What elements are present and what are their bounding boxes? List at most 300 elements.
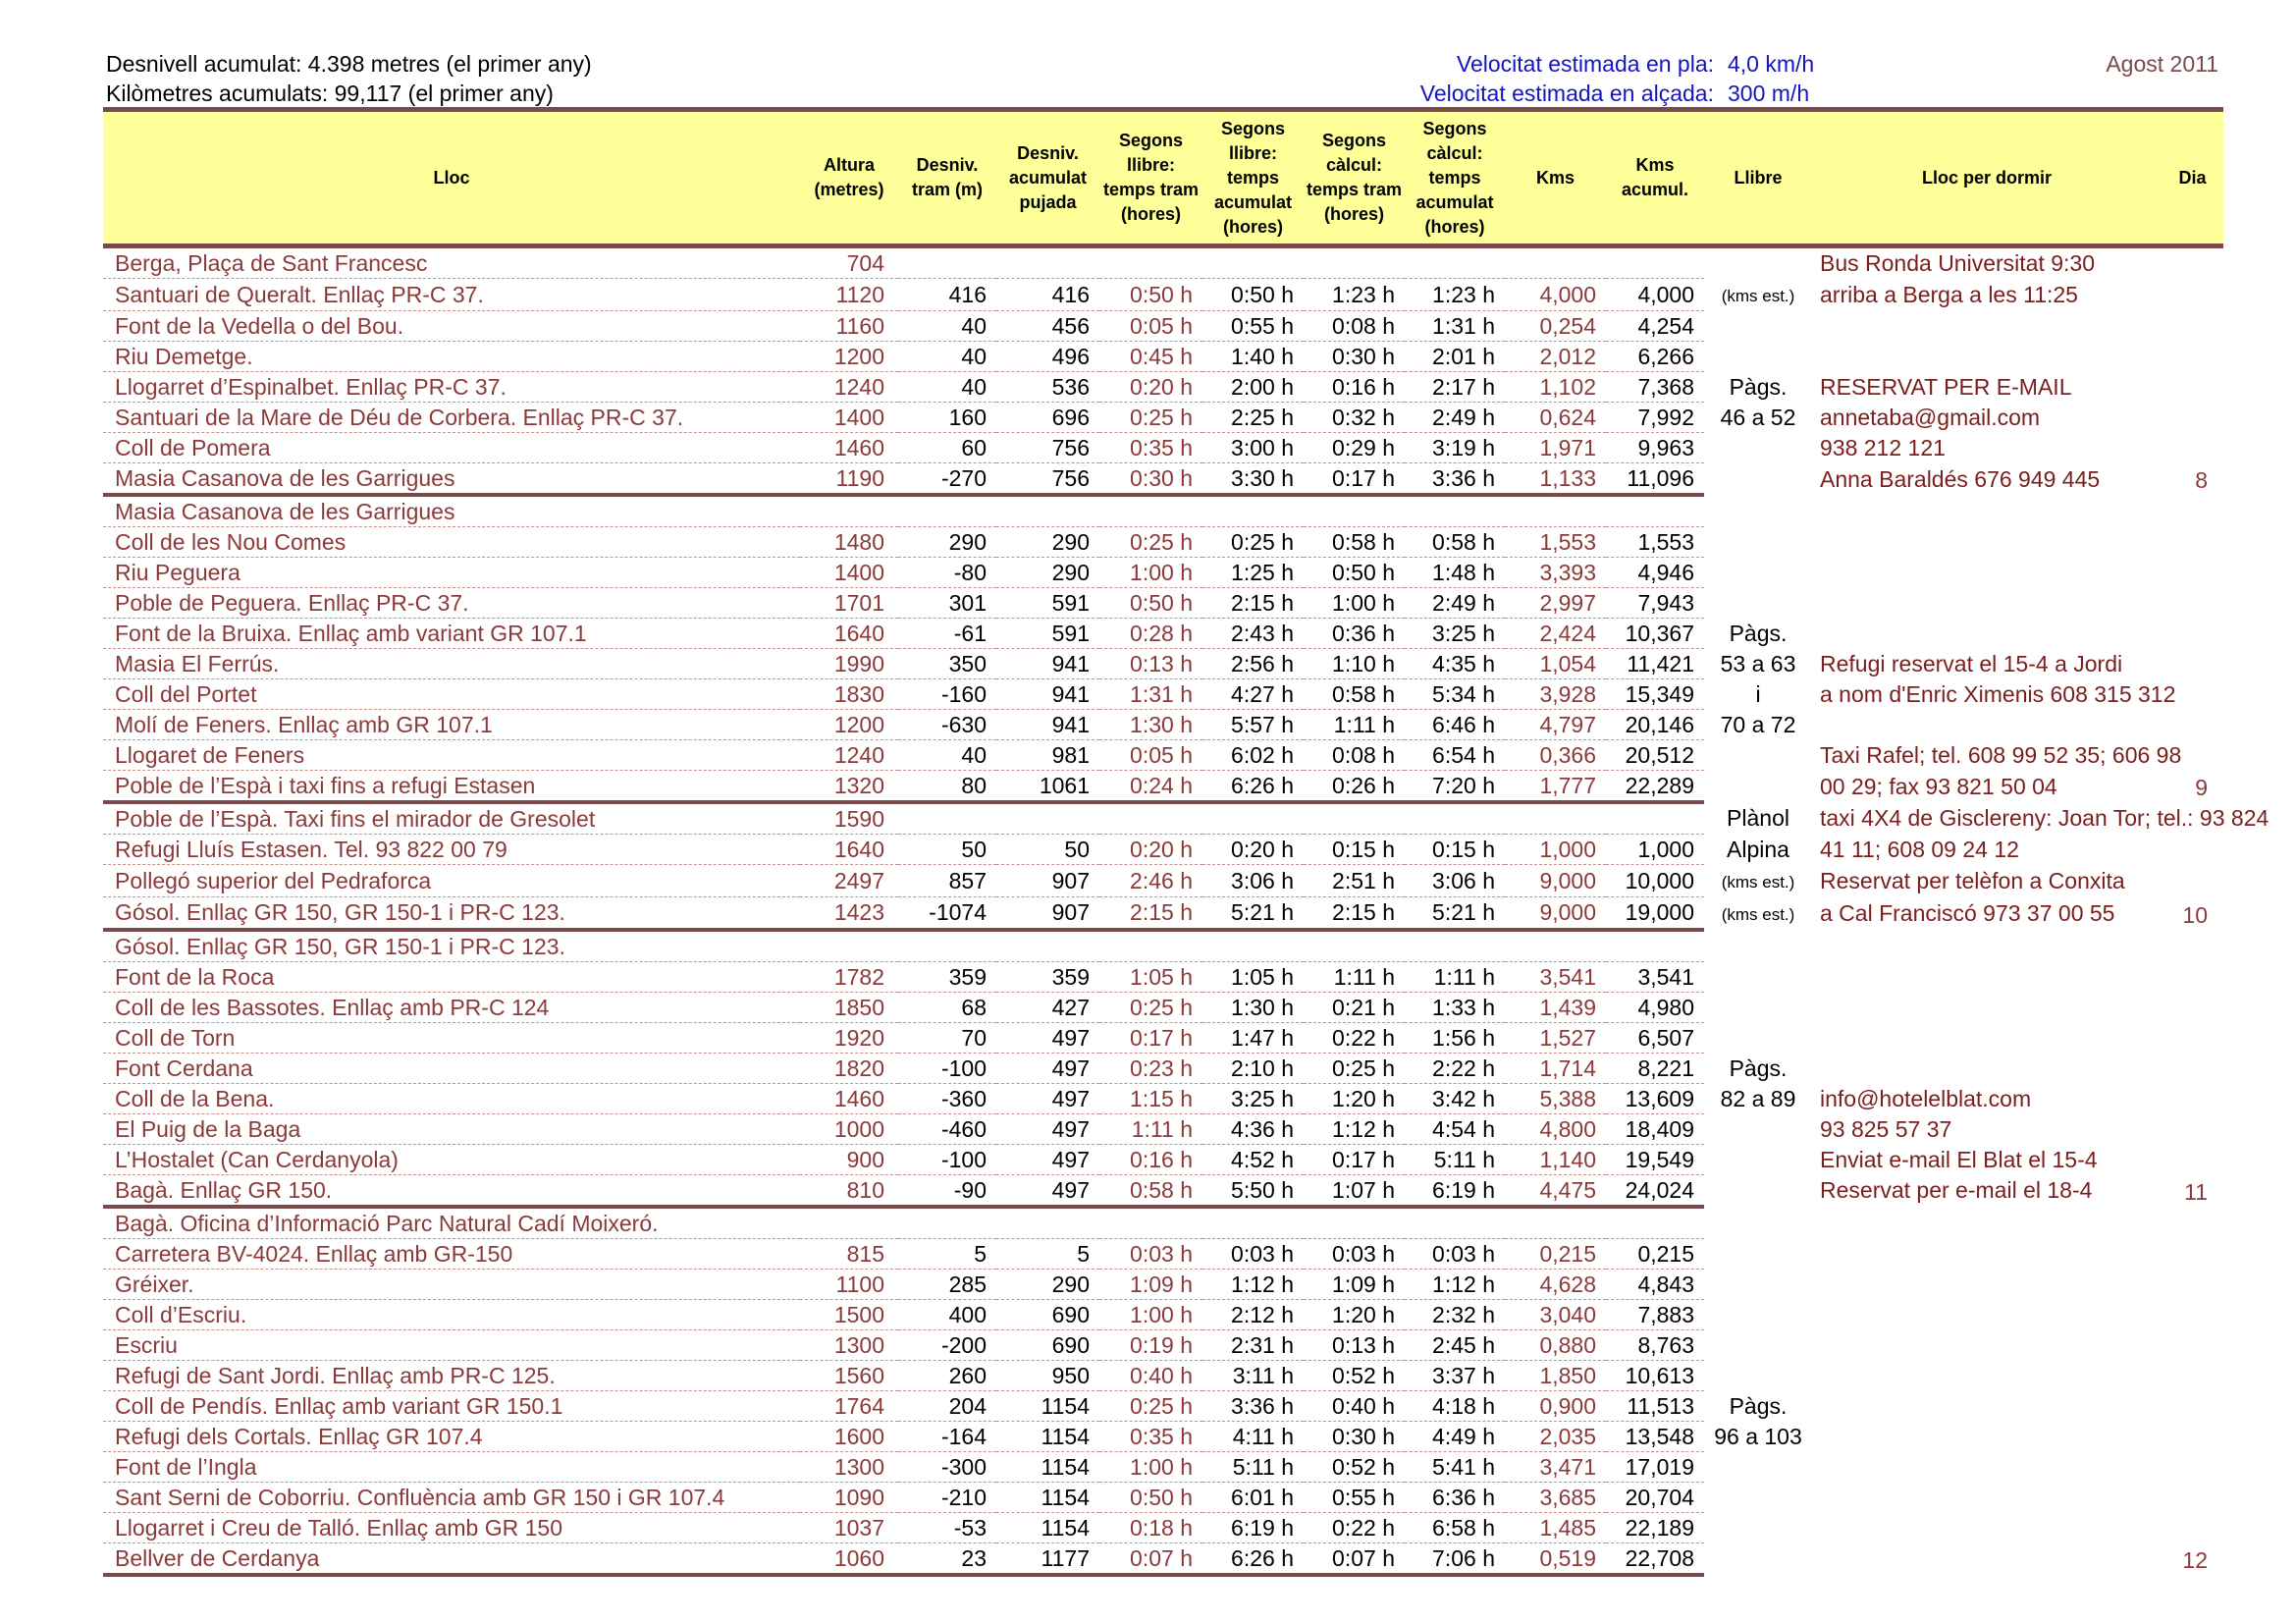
table-row xyxy=(103,311,2223,342)
table-row xyxy=(103,897,2223,930)
cell-kms-acum: 17,019 xyxy=(1606,1451,1704,1482)
cell-desniv-acum: 690 xyxy=(996,1299,1099,1329)
cell-calcul-tram: 1:07 h xyxy=(1304,1174,1405,1207)
cell-dia xyxy=(2162,246,2223,279)
cell-dormir xyxy=(1812,710,2162,740)
cell-kms: 1,102 xyxy=(1505,372,1606,403)
cell-lloc: Molí de Feners. Enllaç amb GR 107.1 xyxy=(103,710,800,740)
cell-calcul-tram: 1:10 h xyxy=(1304,649,1405,679)
cell-llibre xyxy=(1704,1512,1812,1542)
cell-desniv-acum xyxy=(996,495,1099,527)
cell-dormir xyxy=(1812,619,2162,649)
cell-kms-acum: 18,409 xyxy=(1606,1113,1704,1144)
cell-lloc: Bagà. Enllaç GR 150. xyxy=(103,1174,800,1207)
cell-calcul-acum xyxy=(1405,1207,1505,1239)
cell-llibre-acum: 2:31 h xyxy=(1202,1329,1304,1360)
cell-lloc: Poble de l’Espà i taxi fins a refugi Estasen xyxy=(103,771,800,803)
cell-llibre-acum: 6:02 h xyxy=(1202,740,1304,771)
cell-llibre: Pàgs. xyxy=(1729,1392,1788,1419)
cell-dormir: Bus Ronda Universitat 9:30 xyxy=(1820,250,2095,277)
cell-llibre-acum: 1:40 h xyxy=(1202,342,1304,372)
table-row xyxy=(103,279,2223,311)
cell-calcul-acum: 1:33 h xyxy=(1405,992,1505,1022)
cell-llibre-tram: 0:50 h xyxy=(1099,588,1202,619)
cell-kms: 1,133 xyxy=(1505,463,1606,496)
cell-lloc: Gósol. Enllaç GR 150, GR 150-1 i PR-C 123. xyxy=(103,930,800,962)
cell-desniv-acum: 1154 xyxy=(996,1390,1099,1421)
cell-lloc: El Puig de la Baga xyxy=(103,1113,800,1144)
cell-altura: 815 xyxy=(800,1238,898,1269)
table-row xyxy=(103,992,2223,1022)
cell-desniv-tram: -630 xyxy=(898,710,996,740)
cell-dormir xyxy=(1812,1238,2162,1269)
cell-llibre-tram: 0:40 h xyxy=(1099,1360,1202,1390)
cell-kms-acum: 1,000 xyxy=(1606,835,1704,865)
cell-kms-acum: 3,541 xyxy=(1606,961,1704,992)
cell-llibre-tram: 0:25 h xyxy=(1099,1390,1202,1421)
cell-dormir xyxy=(1812,1329,2162,1360)
col-header-lloc: Lloc xyxy=(103,110,800,246)
cell-llibre-tram: 1:31 h xyxy=(1099,679,1202,710)
cell-llibre-acum: 3:30 h xyxy=(1202,463,1304,496)
cell-altura: 1300 xyxy=(800,1451,898,1482)
cell-desniv-tram: 68 xyxy=(898,992,996,1022)
cell-dormir: Reservat per telèfon a Conxita xyxy=(1820,868,2125,893)
cell-llibre-acum: 4:27 h xyxy=(1202,679,1304,710)
cell-llibre xyxy=(1704,740,1812,771)
cell-dia xyxy=(2162,1299,2223,1329)
cell-llibre-tram: 0:24 h xyxy=(1099,771,1202,803)
cell-lloc: Masia Casanova de les Garrigues xyxy=(103,495,800,527)
cell-desniv-tram: -200 xyxy=(898,1329,996,1360)
cell-desniv-tram xyxy=(898,495,996,527)
cell-kms-acum xyxy=(1606,930,1704,962)
cell-llibre-tram: 0:25 h xyxy=(1099,527,1202,558)
cell-kms: 3,541 xyxy=(1505,961,1606,992)
cell-llibre xyxy=(1704,588,1812,619)
cell-dia xyxy=(2162,1207,2223,1239)
cell-llibre-tram: 0:07 h xyxy=(1099,1542,1202,1575)
cell-lloc: Coll de les Bassotes. Enllaç amb PR-C 124 xyxy=(103,992,800,1022)
cell-desniv-acum: 497 xyxy=(996,1174,1099,1207)
cell-dia xyxy=(2162,1512,2223,1542)
cell-calcul-tram: 1:11 h xyxy=(1304,961,1405,992)
cell-dia xyxy=(2162,279,2223,311)
cell-lloc: Carretera BV-4024. Enllaç amb GR-150 xyxy=(103,1238,800,1269)
cell-desniv-acum: 536 xyxy=(996,372,1099,403)
cell-desniv-tram: 260 xyxy=(898,1360,996,1390)
total-elevation-text: Desnivell acumulat: 4.398 metres (el primer any) xyxy=(106,51,592,77)
cell-altura: 1190 xyxy=(800,463,898,496)
cell-lloc: Refugi Lluís Estasen. Tel. 93 822 00 79 xyxy=(103,835,800,865)
cell-llibre-tram: 1:30 h xyxy=(1099,710,1202,740)
cell-dormir: Taxi Rafel; tel. 608 99 52 35; 606 98 xyxy=(1820,742,2182,768)
cell-kms-acum: 4,980 xyxy=(1606,992,1704,1022)
cell-llibre-tram: 1:05 h xyxy=(1099,961,1202,992)
cell-lloc: Riu Peguera xyxy=(103,558,800,588)
table-row xyxy=(103,1207,2223,1239)
cell-llibre-acum xyxy=(1202,495,1304,527)
summary-header xyxy=(106,49,592,108)
cell-kms: 1,527 xyxy=(1505,1022,1606,1053)
cell-dia xyxy=(2162,495,2223,527)
cell-kms-acum: 22,289 xyxy=(1606,771,1704,803)
cell-desniv-acum: 5 xyxy=(996,1238,1099,1269)
cell-llibre-tram: 0:50 h xyxy=(1099,279,1202,311)
cell-kms-acum: 7,943 xyxy=(1606,588,1704,619)
cell-dia xyxy=(2162,1144,2223,1174)
cell-altura xyxy=(800,495,898,527)
cell-calcul-tram xyxy=(1304,802,1405,835)
cell-llibre xyxy=(1704,1482,1812,1512)
cell-llibre-acum: 2:25 h xyxy=(1202,403,1304,433)
cell-dia: 8 xyxy=(2195,467,2208,493)
cell-calcul-acum xyxy=(1405,930,1505,962)
cell-lloc: L’Hostalet (Can Cerdanyola) xyxy=(103,1144,800,1174)
cell-calcul-acum: 3:36 h xyxy=(1405,463,1505,496)
cell-kms-acum: 20,146 xyxy=(1606,710,1704,740)
cell-lloc: Refugi dels Cortals. Enllaç GR 107.4 xyxy=(103,1421,800,1451)
cell-dormir: 00 29; fax 93 821 50 04 xyxy=(1820,773,2057,799)
cell-dia xyxy=(2162,992,2223,1022)
cell-kms: 1,485 xyxy=(1505,1512,1606,1542)
table-row xyxy=(103,865,2223,897)
cell-desniv-acum: 496 xyxy=(996,342,1099,372)
cell-desniv-tram xyxy=(898,1207,996,1239)
cell-llibre-acum: 1:12 h xyxy=(1202,1269,1304,1299)
cell-lloc: Font de l’Ingla xyxy=(103,1451,800,1482)
cell-dia xyxy=(2162,1022,2223,1053)
cell-kms xyxy=(1505,1207,1606,1239)
cell-calcul-tram: 0:40 h xyxy=(1304,1390,1405,1421)
cell-calcul-acum: 3:25 h xyxy=(1405,619,1505,649)
cell-desniv-tram: 350 xyxy=(898,649,996,679)
cell-kms-acum xyxy=(1606,1207,1704,1239)
cell-desniv-tram: 301 xyxy=(898,588,996,619)
cell-kms: 0,215 xyxy=(1505,1238,1606,1269)
cell-kms: 3,040 xyxy=(1505,1299,1606,1329)
cell-kms: 1,054 xyxy=(1505,649,1606,679)
cell-kms-acum: 22,708 xyxy=(1606,1542,1704,1575)
cell-calcul-tram: 2:51 h xyxy=(1304,865,1405,897)
cell-desniv-tram: -1074 xyxy=(898,897,996,930)
cell-kms-acum: 4,843 xyxy=(1606,1269,1704,1299)
cell-altura: 1500 xyxy=(800,1299,898,1329)
cell-lloc: Poble de Peguera. Enllaç PR-C 37. xyxy=(103,588,800,619)
cell-desniv-tram: -61 xyxy=(898,619,996,649)
cell-kms-acum: 7,992 xyxy=(1606,403,1704,433)
cell-kms: 1,140 xyxy=(1505,1144,1606,1174)
cell-kms-acum: 10,367 xyxy=(1606,619,1704,649)
cell-calcul-acum: 2:45 h xyxy=(1405,1329,1505,1360)
cell-llibre-tram: 0:30 h xyxy=(1099,463,1202,496)
cell-desniv-acum: 497 xyxy=(996,1144,1099,1174)
total-km-text: Kilòmetres acumulats: 99,117 (el primer any) xyxy=(106,81,554,106)
cell-calcul-tram: 0:50 h xyxy=(1304,558,1405,588)
cell-lloc: Coll de Pendís. Enllaç amb variant GR 150.1 xyxy=(103,1390,800,1421)
cell-llibre-tram: 1:00 h xyxy=(1099,1299,1202,1329)
cell-calcul-tram: 0:32 h xyxy=(1304,403,1405,433)
table-row xyxy=(103,802,2223,835)
cell-kms: 2,035 xyxy=(1505,1421,1606,1451)
cell-calcul-acum: 1:12 h xyxy=(1405,1269,1505,1299)
route-body xyxy=(103,246,2269,1575)
cell-llibre: i xyxy=(1755,681,1761,707)
cell-calcul-tram: 1:09 h xyxy=(1304,1269,1405,1299)
cell-llibre-acum: 1:05 h xyxy=(1202,961,1304,992)
cell-llibre xyxy=(1704,311,1812,342)
cell-kms-acum xyxy=(1606,246,1704,279)
cell-desniv-tram: -100 xyxy=(898,1144,996,1174)
col-header-kms-acum: Kms acumul. xyxy=(1606,110,1704,246)
cell-lloc: Riu Demetge. xyxy=(103,342,800,372)
cell-lloc: Font de la Vedella o del Bou. xyxy=(103,311,800,342)
cell-llibre xyxy=(1704,1269,1812,1299)
col-header-calcul-acum: Segons càlcul: temps acumulat (hores) xyxy=(1405,110,1505,246)
cell-calcul-acum: 6:54 h xyxy=(1405,740,1505,771)
cell-llibre-tram xyxy=(1099,246,1202,279)
cell-altura: 1460 xyxy=(800,1083,898,1113)
cell-llibre-tram: 0:25 h xyxy=(1099,403,1202,433)
cell-calcul-tram: 0:17 h xyxy=(1304,1144,1405,1174)
cell-llibre: 53 a 63 xyxy=(1720,651,1796,676)
cell-llibre-tram xyxy=(1099,1207,1202,1239)
cell-altura: 1320 xyxy=(800,771,898,803)
table-row xyxy=(103,1083,2223,1113)
cell-altura: 810 xyxy=(800,1174,898,1207)
cell-altura xyxy=(800,930,898,962)
cell-kms-acum: 8,763 xyxy=(1606,1329,1704,1360)
cell-lloc: Coll de Pomera xyxy=(103,433,800,463)
cell-dormir: a Cal Franciscó 973 37 00 55 xyxy=(1820,900,2115,926)
cell-calcul-acum: 0:58 h xyxy=(1405,527,1505,558)
cell-dia xyxy=(2162,1083,2223,1113)
cell-llibre-acum: 6:19 h xyxy=(1202,1512,1304,1542)
cell-llibre xyxy=(1704,1299,1812,1329)
cell-desniv-acum: 950 xyxy=(996,1360,1099,1390)
cell-llibre-tram: 0:13 h xyxy=(1099,649,1202,679)
cell-dormir xyxy=(1812,1512,2162,1542)
cell-kms: 0,624 xyxy=(1505,403,1606,433)
cell-calcul-acum: 2:49 h xyxy=(1405,588,1505,619)
cell-kms xyxy=(1505,802,1606,835)
cell-dormir xyxy=(1812,311,2162,342)
cell-llibre-tram: 0:35 h xyxy=(1099,1421,1202,1451)
cell-desniv-acum: 427 xyxy=(996,992,1099,1022)
cell-dia: 10 xyxy=(2182,901,2208,928)
cell-calcul-tram: 1:23 h xyxy=(1304,279,1405,311)
cell-desniv-tram: -100 xyxy=(898,1053,996,1083)
cell-kms-acum: 24,024 xyxy=(1606,1174,1704,1207)
cell-llibre-acum: 2:56 h xyxy=(1202,649,1304,679)
cell-calcul-tram: 0:26 h xyxy=(1304,771,1405,803)
cell-desniv-tram: 160 xyxy=(898,403,996,433)
cell-calcul-acum: 6:46 h xyxy=(1405,710,1505,740)
cell-dormir: annetaba@gmail.com xyxy=(1820,405,2041,430)
cell-dia xyxy=(2162,1329,2223,1360)
table-row xyxy=(103,1299,2223,1329)
cell-lloc: Llogarret i Creu de Talló. Enllaç amb GR 150 xyxy=(103,1512,800,1542)
cell-kms: 0,900 xyxy=(1505,1390,1606,1421)
cell-calcul-tram: 0:17 h xyxy=(1304,463,1405,496)
col-header-altura: Altura (metres) xyxy=(800,110,898,246)
cell-llibre: (kms est.) xyxy=(1721,904,1795,924)
cell-dormir: taxi 4X4 de Gisclereny: Joan Tor; tel.: 93 824 xyxy=(1820,805,2269,832)
cell-calcul-acum: 2:01 h xyxy=(1405,342,1505,372)
cell-llibre: 82 a 89 xyxy=(1720,1085,1796,1111)
speed-climb-label: Velocitat estimada en alçada: xyxy=(1419,81,1714,106)
table-row xyxy=(103,527,2223,558)
cell-dormir xyxy=(1812,961,2162,992)
cell-calcul-tram: 0:58 h xyxy=(1304,679,1405,710)
col-header-dia: Dia xyxy=(2162,110,2223,246)
cell-calcul-tram: 0:25 h xyxy=(1304,1053,1405,1083)
table-row xyxy=(103,463,2223,496)
cell-dormir xyxy=(1812,1269,2162,1299)
cell-desniv-acum: 1061 xyxy=(996,771,1099,803)
table-row xyxy=(103,1421,2223,1451)
cell-llibre xyxy=(1704,1329,1812,1360)
cell-llibre-acum xyxy=(1202,1207,1304,1239)
cell-llibre-tram: 0:17 h xyxy=(1099,1022,1202,1053)
cell-kms: 3,471 xyxy=(1505,1451,1606,1482)
cell-calcul-tram: 0:08 h xyxy=(1304,311,1405,342)
cell-desniv-acum: 591 xyxy=(996,619,1099,649)
cell-desniv-acum: 1177 xyxy=(996,1542,1099,1575)
cell-dia xyxy=(2162,1238,2223,1269)
cell-kms: 2,012 xyxy=(1505,342,1606,372)
cell-desniv-tram: 400 xyxy=(898,1299,996,1329)
cell-calcul-acum: 3:06 h xyxy=(1405,865,1505,897)
cell-llibre xyxy=(1704,1360,1812,1390)
route-table xyxy=(103,107,2269,1577)
cell-kms-acum: 22,189 xyxy=(1606,1512,1704,1542)
table-row xyxy=(103,1482,2223,1512)
cell-dia xyxy=(2162,865,2223,897)
cell-altura: 1090 xyxy=(800,1482,898,1512)
cell-llibre-tram: 0:18 h xyxy=(1099,1512,1202,1542)
cell-llibre-tram: 1:15 h xyxy=(1099,1083,1202,1113)
cell-llibre-tram: 1:11 h xyxy=(1099,1113,1202,1144)
cell-altura: 1160 xyxy=(800,311,898,342)
cell-kms-acum: 13,548 xyxy=(1606,1421,1704,1451)
cell-desniv-acum: 50 xyxy=(996,835,1099,865)
cell-dia xyxy=(2162,1482,2223,1512)
cell-dormir xyxy=(1812,558,2162,588)
cell-dormir xyxy=(1812,1360,2162,1390)
cell-dia: 11 xyxy=(2184,1178,2208,1205)
cell-desniv-acum: 756 xyxy=(996,463,1099,496)
cell-dormir xyxy=(1812,1207,2162,1239)
cell-altura: 1200 xyxy=(800,710,898,740)
cell-altura: 1060 xyxy=(800,1542,898,1575)
cell-dormir: Reservat per e-mail el 18-4 xyxy=(1820,1177,2093,1204)
cell-desniv-tram: 60 xyxy=(898,433,996,463)
cell-calcul-tram: 1:20 h xyxy=(1304,1083,1405,1113)
cell-dormir: arriba a Berga a les 11:25 xyxy=(1820,282,2078,307)
cell-lloc: Refugi de Sant Jordi. Enllaç amb PR-C 125. xyxy=(103,1360,800,1390)
table-row xyxy=(103,1269,2223,1299)
cell-desniv-tram: -460 xyxy=(898,1113,996,1144)
table-header-row xyxy=(103,110,2223,246)
cell-lloc: Escriu xyxy=(103,1329,800,1360)
cell-dormir: Enviat e-mail El Blat el 15-4 xyxy=(1820,1146,2098,1172)
cell-kms: 3,685 xyxy=(1505,1482,1606,1512)
cell-desniv-tram xyxy=(898,930,996,962)
cell-dormir xyxy=(1812,588,2162,619)
cell-kms: 3,928 xyxy=(1505,679,1606,710)
cell-desniv-tram: -90 xyxy=(898,1174,996,1207)
cell-kms: 1,439 xyxy=(1505,992,1606,1022)
cell-lloc: Santuari de la Mare de Déu de Corbera. Enllaç PR-C 37. xyxy=(103,403,800,433)
cell-desniv-acum: 497 xyxy=(996,1113,1099,1144)
cell-llibre xyxy=(1704,495,1812,527)
cell-altura: 1400 xyxy=(800,403,898,433)
cell-llibre xyxy=(1704,1451,1812,1482)
cell-lloc: Masia El Ferrús. xyxy=(103,649,800,679)
table-row xyxy=(103,961,2223,992)
cell-dormir xyxy=(1812,1542,2162,1575)
cell-dia xyxy=(2162,1421,2223,1451)
cell-kms: 9,000 xyxy=(1505,865,1606,897)
cell-calcul-acum: 1:56 h xyxy=(1405,1022,1505,1053)
cell-kms: 0,880 xyxy=(1505,1329,1606,1360)
cell-kms: 4,000 xyxy=(1505,279,1606,311)
cell-lloc: Bellver de Cerdanya xyxy=(103,1542,800,1575)
cell-lloc: Font Cerdana xyxy=(103,1053,800,1083)
cell-llibre-tram: 0:25 h xyxy=(1099,992,1202,1022)
cell-desniv-acum: 359 xyxy=(996,961,1099,992)
cell-altura: 900 xyxy=(800,1144,898,1174)
cell-kms-acum: 15,349 xyxy=(1606,679,1704,710)
cell-llibre xyxy=(1704,1238,1812,1269)
col-header-calcul-tram: Segons càlcul: temps tram (hores) xyxy=(1304,110,1405,246)
speed-header xyxy=(1355,49,1826,108)
col-header-dormir: Lloc per dormir xyxy=(1812,110,2162,246)
col-header-llibre-acum: Segons llibre: temps acumulat (hores) xyxy=(1202,110,1304,246)
cell-llibre xyxy=(1704,1144,1812,1174)
cell-llibre xyxy=(1704,961,1812,992)
cell-desniv-acum: 290 xyxy=(996,1269,1099,1299)
cell-llibre xyxy=(1704,771,1812,803)
cell-llibre-tram: 1:00 h xyxy=(1099,558,1202,588)
cell-lloc: Gréixer. xyxy=(103,1269,800,1299)
cell-lloc: Masia Casanova de les Garrigues xyxy=(103,463,800,496)
cell-dormir xyxy=(1812,342,2162,372)
cell-calcul-tram: 1:00 h xyxy=(1304,588,1405,619)
cell-llibre: 96 a 103 xyxy=(1714,1423,1802,1449)
cell-llibre xyxy=(1704,246,1812,279)
cell-kms: 0,366 xyxy=(1505,740,1606,771)
cell-dormir xyxy=(1812,992,2162,1022)
cell-kms: 9,000 xyxy=(1505,897,1606,930)
cell-desniv-acum: 981 xyxy=(996,740,1099,771)
col-header-llibre-tram: Segons llibre: temps tram (hores) xyxy=(1099,110,1202,246)
cell-desniv-acum: 907 xyxy=(996,897,1099,930)
cell-dormir: Anna Baraldés 676 949 445 xyxy=(1820,465,2101,492)
cell-desniv-tram: -164 xyxy=(898,1421,996,1451)
cell-llibre-acum: 1:47 h xyxy=(1202,1022,1304,1053)
cell-dormir xyxy=(1812,1299,2162,1329)
cell-kms: 1,777 xyxy=(1505,771,1606,803)
cell-llibre-acum: 1:30 h xyxy=(1202,992,1304,1022)
cell-llibre xyxy=(1704,342,1812,372)
cell-kms: 1,000 xyxy=(1505,835,1606,865)
cell-llibre-acum: 3:06 h xyxy=(1202,865,1304,897)
cell-calcul-acum: 3:37 h xyxy=(1405,1360,1505,1390)
cell-dia xyxy=(2162,649,2223,679)
cell-calcul-acum: 2:22 h xyxy=(1405,1053,1505,1083)
